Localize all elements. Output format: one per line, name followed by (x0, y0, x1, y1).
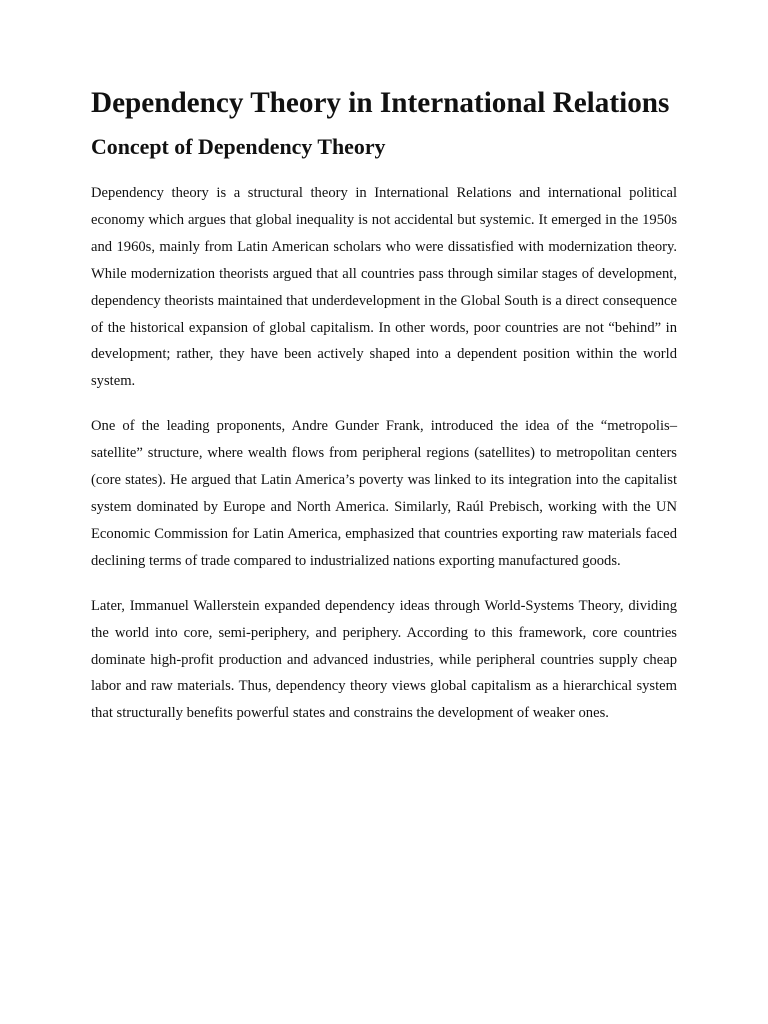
paragraph-3: Later, Immanuel Wallerstein expanded dependency ideas through World-Systems Theory, dividing the world into core, semi-periphery, and periphery. According to this framework, core countries dominate high-profit production and advanced industries, while peripheral countries supply cheap labor and raw materials. Thus, dependency theory views global capitalism as a hierarchical system that structurally benefits powerful states and constrains the development of weaker ones. (91, 597, 677, 722)
paragraph-2: One of the leading proponents, Andre Gunder Frank, introduced the idea of the “metropolis–satellite” structure, where wealth flows from peripheral regions (satellites) to metropolitan centers (core states). He argued that Latin America’s poverty was linked to its integration into the capitalist system dominated by Europe and North America. Similarly, Raúl Prebisch, working with the UN Economic Commission for Latin America, emphasized that countries exporting raw materials faced declining terms of trade compared to industrialized nations exporting manufactured goods. (91, 418, 677, 569)
section-heading: Concept of Dependency Theory (91, 134, 386, 159)
paragraph-1: Dependency theory is a structural theory in International Relations and international political economy which argues that global inequality is not accidental but systemic. It emerged in the 1950s and 1960s, mainly from Latin American scholars who were dissatisfied with modernization theory. While modernization theorists argued that all countries pass through similar stages of development, dependency theorists maintained that underdevelopment in the Global South is a direct consequence of the historical expansion of global capitalism. In other words, poor countries are not “behind” in development; rather, they have been actively shaped into a dependent position within the world system. (91, 185, 677, 390)
document-body (91, 87, 677, 745)
document-title: Dependency Theory in International Relations (91, 87, 670, 119)
